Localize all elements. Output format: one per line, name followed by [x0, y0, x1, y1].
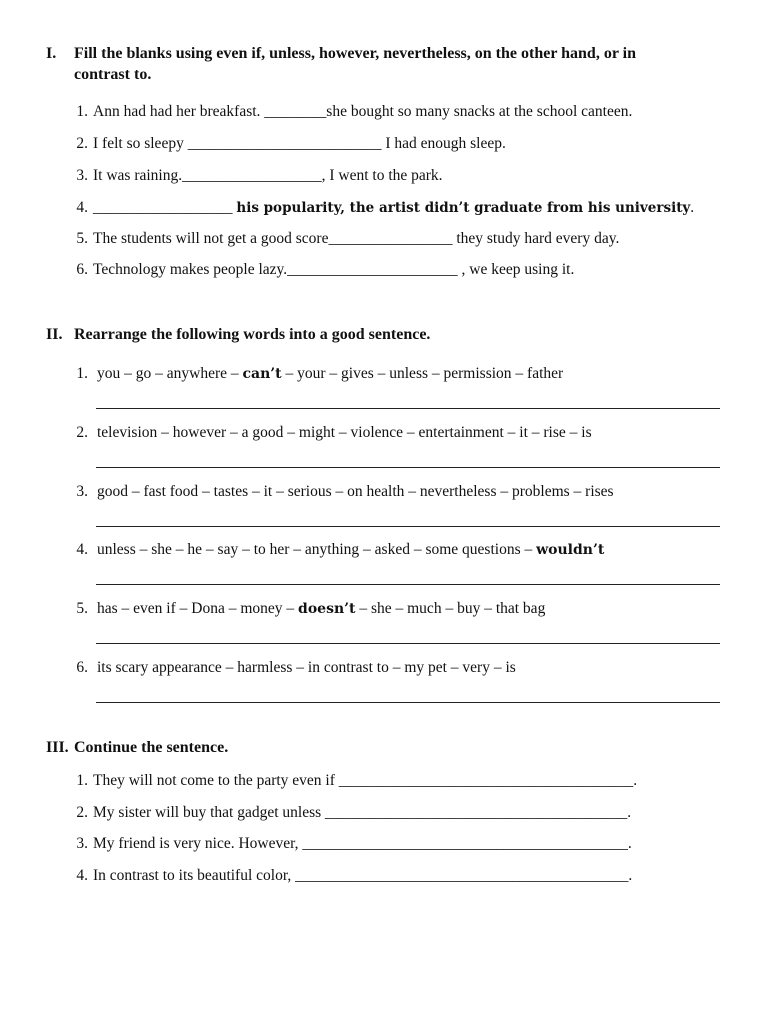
item-end: . — [690, 199, 695, 216]
item-text: I felt so sleepy _________________________ I had enough sleep. — [93, 135, 506, 152]
section-3-heading — [46, 738, 746, 758]
item-number: 1. — [76, 772, 88, 789]
answer-line — [96, 702, 720, 703]
section-1-numeral: I. — [46, 45, 57, 62]
section-1-item — [66, 166, 746, 186]
item-text: My sister will buy that gadget unless _______________________________________. — [93, 804, 632, 821]
item-blank: __________________ — [93, 199, 237, 216]
item-number: 2. — [76, 135, 88, 152]
section-1-item — [66, 102, 746, 122]
item-number: 2. — [76, 804, 88, 821]
item-text: television – however – a good – might – violence – entertainment – it – rise – is — [97, 424, 592, 441]
item-number: 2. — [76, 424, 88, 441]
item-number: 4. — [76, 199, 88, 216]
item-text — [93, 198, 694, 218]
item-text: It was raining.__________________, I went to the park. — [93, 167, 443, 184]
section-2-item — [66, 599, 746, 619]
answer-line — [96, 643, 720, 644]
item-number: 3. — [76, 483, 88, 500]
item-text: good – fast food – tastes – it – serious – on health – nevertheless – problems – rises — [97, 483, 614, 500]
item-text: My friend is very nice. However, __________________________________________. — [93, 835, 632, 852]
answer-line — [96, 467, 720, 468]
section-3-item — [66, 866, 746, 886]
item-number: 5. — [76, 600, 88, 617]
section-1-heading — [46, 44, 746, 86]
item-text: In contrast to its beautiful color, ___________________________________________. — [93, 867, 633, 884]
section-2-numeral: II. — [46, 326, 63, 343]
section-1-item — [66, 260, 746, 280]
item-text: you – go – anywhere – can’t – your – gives – unless – permission – father — [97, 365, 564, 382]
section-2-item — [66, 658, 746, 678]
item-bold-word: doesn’t — [298, 601, 356, 617]
answer-line — [96, 408, 720, 409]
item-number: 6. — [76, 659, 88, 676]
section-1-item — [66, 198, 746, 218]
item-text: its scary appearance – harmless – in contrast to – my pet – very – is — [97, 659, 516, 676]
item-bold-word: wouldn’t — [536, 542, 605, 558]
item-number: 3. — [76, 835, 88, 852]
section-1-instruction-line2: contrast to. — [74, 66, 152, 83]
section-3-item — [66, 803, 746, 823]
section-1-item — [66, 134, 746, 154]
item-text: They will not come to the party even if ______________________________________. — [93, 772, 638, 789]
item-number: 5. — [76, 230, 88, 247]
section-2-item — [66, 482, 746, 502]
section-3-item — [66, 771, 746, 791]
section-2-heading — [46, 325, 746, 345]
item-number: 3. — [76, 167, 88, 184]
section-1-item — [66, 229, 746, 249]
item-text: The students will not get a good score________________ they study hard every day. — [93, 230, 620, 247]
item-number: 4. — [76, 867, 88, 884]
item-text: Technology makes people lazy.______________________ , we keep using it. — [93, 261, 575, 278]
item-text: has – even if – Dona – money – doesn’t – she – much – buy – that bag — [97, 600, 546, 617]
item-bold-word: can’t — [242, 366, 282, 382]
section-3-item — [66, 834, 746, 854]
item-number: 6. — [76, 261, 88, 278]
section-2-item — [66, 364, 746, 384]
item-text: Ann had had her breakfast. ________she bought so many snacks at the school canteen. — [93, 103, 633, 120]
item-bold-phrase: his popularity, the artist didn’t graduate from his university — [236, 200, 691, 216]
item-text: unless – she – he – say – to her – anything – asked – some questions – wouldn’t — [97, 541, 605, 558]
section-1-instruction-line1: Fill the blanks using even if, unless, however, nevertheless, on the other hand, or in — [74, 45, 636, 62]
answer-line — [96, 526, 720, 527]
section-2-instruction: Rearrange the following words into a good sentence. — [74, 326, 431, 343]
answer-line — [96, 584, 720, 585]
item-number: 4. — [76, 541, 88, 558]
section-3-numeral: III. — [46, 739, 69, 756]
item-number: 1. — [76, 103, 88, 120]
section-3-instruction: Continue the sentence. — [74, 739, 229, 756]
item-number: 1. — [76, 365, 88, 382]
section-2-item — [66, 540, 746, 560]
section-2-item — [66, 423, 746, 443]
